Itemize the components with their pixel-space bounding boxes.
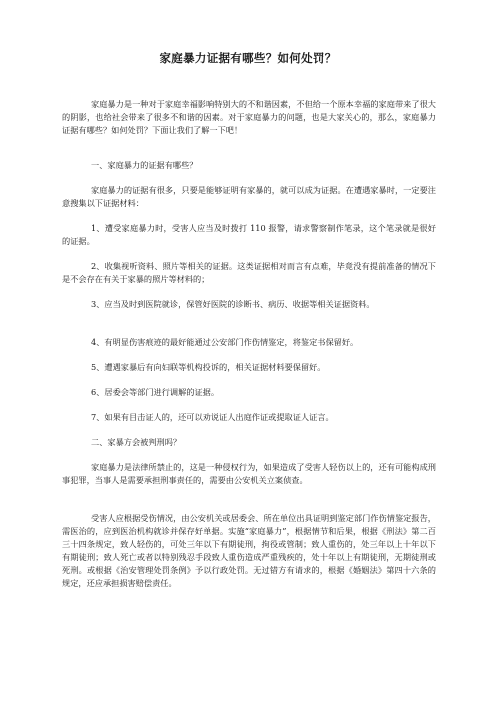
list-item: 3、应当及时到医院就诊，保管好医院的诊断书、病历、收据等相关证据资料。	[91, 299, 375, 309]
section-heading-2: 二、家暴方会被判刑吗？	[91, 437, 182, 447]
intro-paragraph: 家庭暴力是一种对于家庭幸福影响特别大的不和谐因素，不但给一个原本幸福的家庭带来了很大的阴影，也给社会带来了很多不和谐的因素。对于家庭暴力的问题，也是大家关心的，那么，家庭暴力证据有哪些？如何处罚？下面让我们了解一下吧！	[62, 99, 436, 135]
paragraph: 家庭暴力的证据有很多，只要是能够证明有家暴的，就可以成为证据。在遭遇家暴时，一定要注意搜集以下证据材料：	[62, 185, 436, 208]
document-title: 家庭暴力证据有哪些？如何处罚？	[159, 51, 337, 65]
paragraph: 受害人应根据受伤情况，由公安机关或居委会、所在单位出具证明到鉴定部门作伤情鉴定报告，需医治的，应到医治机构就诊并保存好单据。实施“家庭暴力”，根据情节和后果，根据《刑法》第二百三十四条规定，致人轻伤的，可处三年以下有期徒刑，拘役或管制；致人重伤的，处三年以上十年以下有期徒刑；致人死亡或者以特别残忍手段致人重伤造成严重残疾的，处十年以上有期徒刑，无期徒刑或死刑。或根据《治安管理处罚条例》予以行政处罚。无过错方有请求的，根据《婚姻法》第四十六条的规定，还应承担损害赔偿责任。	[62, 513, 436, 588]
list-item: 7、如果有目击证人的，还可以劝说证人出庭作证或提取证人证言。	[91, 412, 334, 422]
list-item: 2、收集视听资料、照片等相关的证据。这类证据相对而言有点难，毕竟没有提前准备的情况下是不会存在有关于家暴的照片等材料的；	[62, 261, 436, 284]
section-heading-1: 一、家庭暴力的证据有哪些？	[91, 160, 198, 170]
list-item: 1、遭受家庭暴力时，受害人应当及时拨打 110 报警，请求警察制作笔录，这个笔录就是很好的证据。	[62, 223, 436, 246]
list-item: 6、居委会等部门进行调解的证据。	[91, 387, 220, 397]
paragraph: 家庭暴力是法律所禁止的，这是一种侵权行为，如果造成了受害人轻伤以上的，还有可能构成刑事犯罪，当事人是需要承担刑事责任的，需要由公安机关立案侦查。	[62, 462, 436, 485]
list-item: 4、有明显伤害痕迹的最好能通过公安部门作伤情鉴定，将鉴定书保留好。	[91, 337, 359, 347]
list-item: 5、遭遇家暴后有向妇联等机构投诉的，相关证据材料要保留好。	[91, 362, 326, 372]
